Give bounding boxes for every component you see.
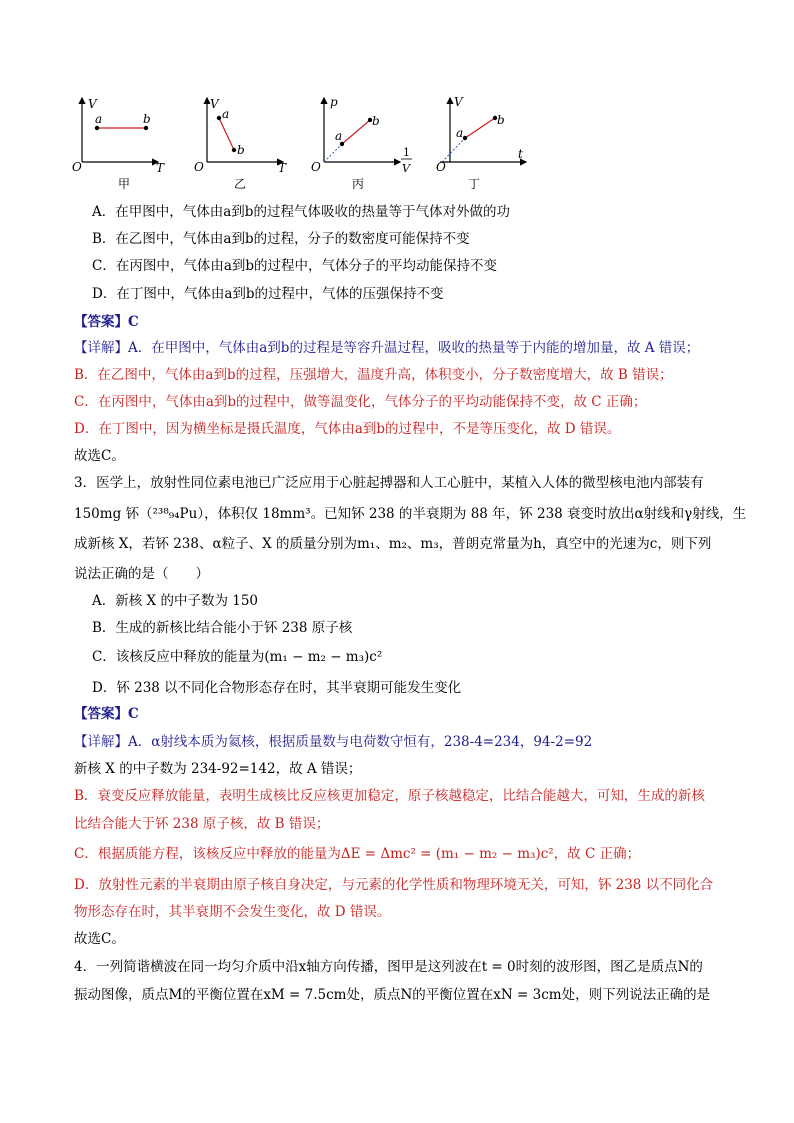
axis-label-frac-den: V (402, 162, 410, 175)
point-a-label: a (335, 129, 343, 143)
q3-detail-d-line-1: D．放射性元素的半衰期由原子核自身决定，与元素的化学性质和物理环境无关，可知，钚 238 以不同化合 (74, 877, 714, 893)
point-a-label: a (222, 107, 230, 121)
q3-stem-line-4: 说法正确的是（ ） (74, 566, 209, 582)
point-b-label: b (237, 143, 245, 157)
q3-answer: 【答案】C (74, 706, 139, 722)
origin-label: O (436, 160, 446, 174)
q2-option-d: D．在丁图中，气体由a到b的过程中，气体的压强保持不变 (92, 286, 444, 302)
q2-answer: 【答案】C (74, 314, 139, 330)
q2-option-a: A．在甲图中，气体由a到b的过程气体吸收的热量等于气体对外做的功 (92, 204, 510, 220)
q2-conclusion: 故选C。 (74, 448, 125, 464)
q3-detail-b-line-1: B．衰变反应释放能量，表明生成核比反应核更加稳定，原子核越稳定，比结合能越大，可知，生成的新核 (74, 788, 705, 804)
graph-yi (194, 97, 287, 191)
axis-label-t: T (278, 161, 287, 175)
q3-detail-d-line-2: 物形态存在时，其半衰期不会发生变化，故 D 错误。 (74, 904, 391, 920)
q2-option-b: B．在乙图中，气体由a到b的过程，分子的数密度可能保持不变 (92, 231, 470, 247)
q3-conclusion: 故选C。 (74, 931, 125, 947)
axis-label-v: V (88, 97, 97, 111)
point-a-label: a (95, 112, 103, 126)
graph-caption: 甲 (118, 177, 131, 191)
q3-stem-line-3: 成新核 X，若钚 238、α粒子、X 的质量分别为m₁、m₂、m₃，普朗克常量为h，真空中的光速为c，则下列 (74, 536, 712, 552)
q2-detail-d: D．在丁图中，因为横坐标是摄氏温度，气体由a到b的过程中，不是等压变化，故 D 错误。 (74, 421, 621, 437)
point-b-label: b (372, 114, 380, 128)
q3-option-b: B．生成的新核比结合能小于钚 238 原子核 (92, 620, 353, 636)
axis-label-v: V (454, 95, 463, 109)
origin-label: O (72, 160, 82, 174)
graph-caption: 乙 (234, 177, 247, 191)
graph-ding (436, 95, 526, 191)
q3-option-d: D．钚 238 以不同化合物形态存在时，其半衰期可能发生变化 (92, 680, 462, 696)
q3-detail-b-line-2: 比结合能大于钚 238 原子核，故 B 错误； (74, 816, 330, 832)
axis-label-p: p (330, 95, 338, 109)
axis-label-frac-num: 1 (403, 146, 410, 159)
graph-bing (311, 95, 412, 191)
q3-stem-line-1: 3．医学上，放射性同位素电池已广泛应用于心脏起搏器和人工心脏中，某植入人体的微型核电池内部装有 (74, 475, 704, 491)
q2-detail-c: C．在丙图中，气体由a到b的过程中，做等温变化，气体分子的平均动能保持不变，故 C 正确； (74, 394, 647, 410)
graph-jia (72, 97, 165, 191)
q3-detail-a-line-2: 新核 X 的中子数为 234-92=142，故 A 错误； (74, 761, 362, 777)
q3-option-a: A．新核 X 的中子数为 150 (92, 593, 259, 609)
axis-label-t: t (518, 147, 523, 161)
q4-stem-line-1: 4．一列简谐横波在同一均匀介质中沿x轴方向传播，图甲是这列波在t = 0时刻的波形图，图乙是质点N的 (74, 959, 703, 975)
q2-detail-b: B．在乙图中，气体由a到b的过程，压强增大，温度升高，体积变小，分子数密度增大，故 B 错误； (74, 367, 673, 383)
q2-detail-a: 【详解】A．在甲图中，气体由a到b的过程是等容升温过程，吸收的热量等于内能的增加量，故 A 错误； (74, 340, 700, 356)
q3-detail-a-line-1: 【详解】A．α射线本质为氦核，根据质量数与电荷数守恒有，238-4=234，94-2=92 (74, 734, 593, 750)
graph-caption: 丙 (352, 177, 365, 191)
graph-caption: 丁 (468, 177, 481, 191)
pv-graphs-figure (70, 92, 550, 192)
origin-label: O (194, 160, 204, 174)
q4-stem-line-2: 振动图像，质点M的平衡位置在xM = 7.5cm处，质点N的平衡位置在xN = 3cm处，则下列说法正确的是 (74, 987, 711, 1003)
q2-option-c: C．在丙图中，气体由a到b的过程中，气体分子的平均动能保持不变 (92, 258, 498, 274)
q3-detail-c: C．根据质能方程，该核反应中释放的能量为ΔE = Δmc² = (m₁ − m₂ − m₃)c²，故 C 正确； (74, 846, 641, 862)
axis-label-t: T (156, 161, 165, 175)
q3-option-c: C．该核反应中释放的能量为(m₁ − m₂ − m₃)c² (92, 649, 383, 665)
origin-label: O (311, 160, 321, 174)
point-b-label: b (497, 113, 505, 127)
point-b-label: b (143, 112, 151, 126)
q3-stem-line-2: 150mg 钚（²³⁸₉₄Pu），体积仅 18mm³。已知钚 238 的半衰期为 88 年，钚 238 衰变时放出α射线和γ射线，生 (74, 506, 747, 522)
point-a-label: a (456, 126, 464, 140)
axis-label-v: V (210, 97, 219, 111)
